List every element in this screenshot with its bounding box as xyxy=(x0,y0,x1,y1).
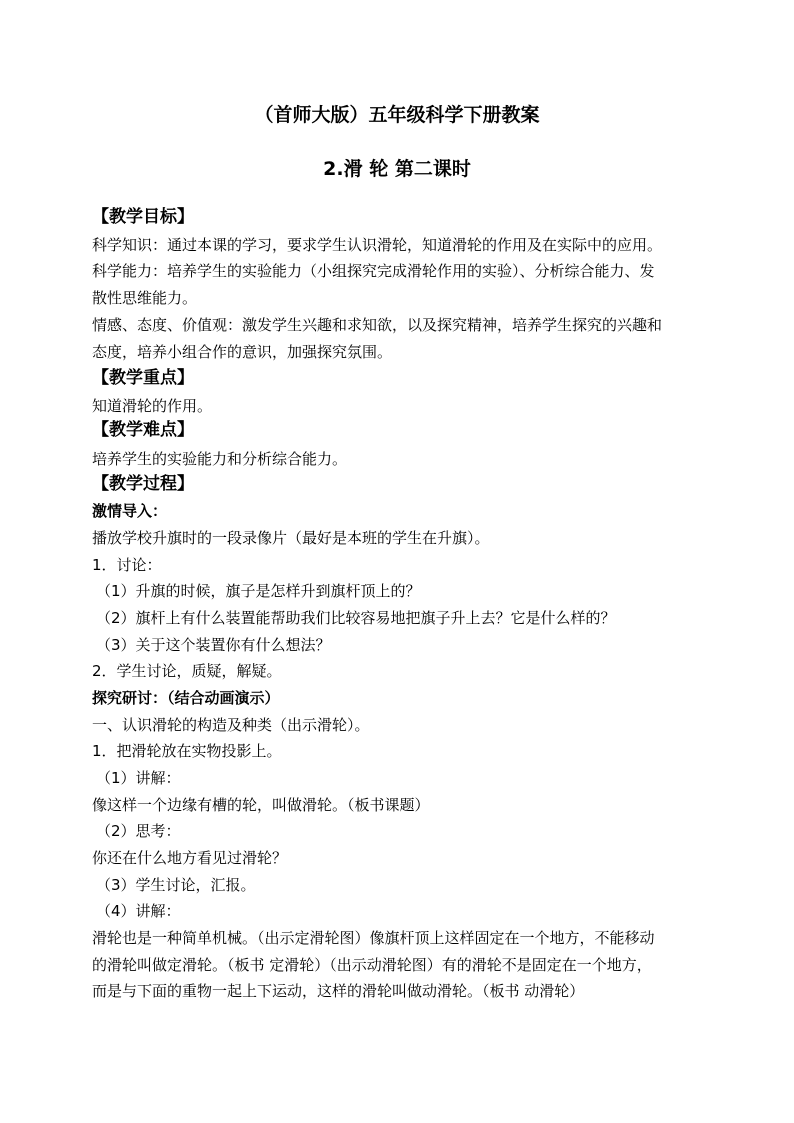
text-line: 2．学生讨论，质疑，解疑。 xyxy=(92,662,282,680)
text-line: 1．讨论： xyxy=(92,556,162,574)
subheading-inquiry: 探究研讨：（结合动画演示） xyxy=(92,689,280,707)
text-line: 而是与下面的重物一起上下运动，这样的滑轮叫做动滑轮。（板书 动滑轮） xyxy=(92,982,585,1000)
text-line: 你还在什么地方看见过滑轮？ xyxy=(92,849,288,867)
section-heading-objectives: 【教学目标】 xyxy=(92,207,194,227)
document-title: （首师大版）五年级科学下册教案 xyxy=(254,104,540,126)
lesson-subtitle: 2.滑 轮 第二课时 xyxy=(323,158,471,180)
text-line: 像这样一个边缘有槽的轮，叫做滑轮。（板书课题） xyxy=(92,796,430,814)
text-line: 一、认识滑轮的构造及种类（出示滑轮）。 xyxy=(92,716,370,734)
text-line: 情感、态度、价值观：激发学生兴趣和求知欲，以及探究精神，培养学生探究的兴趣和 xyxy=(92,316,663,334)
text-line: 播放学校升旗时的一段录像片（最好是本班的学生在升旗）。 xyxy=(92,529,490,547)
section-heading-key-points: 【教学重点】 xyxy=(92,368,194,388)
text-line: （3）关于这个装置你有什么想法？ xyxy=(96,636,331,654)
text-line: 培养学生的实验能力和分析综合能力。 xyxy=(92,450,348,468)
text-line: 知道滑轮的作用。 xyxy=(92,397,213,415)
text-line: （4）讲解： xyxy=(96,902,181,920)
text-line: 科学知识：通过本课的学习，要求学生认识滑轮，知道滑轮的作用及在实际中的应用。 xyxy=(92,236,663,254)
section-heading-difficulties: 【教学难点】 xyxy=(92,420,194,440)
text-line: （1）讲解： xyxy=(96,769,181,787)
text-line: 滑轮也是一种简单机械。（出示定滑轮图）像旗杆顶上这样固定在一个地方，不能移动 xyxy=(92,929,655,947)
text-line: （2）旗杆上有什么装置能帮助我们比较容易地把旗子升上去？它是什么样的？ xyxy=(96,609,616,627)
subheading-intro: 激情导入： xyxy=(92,502,168,520)
text-line: 散性思维能力。 xyxy=(92,289,198,307)
text-line: （3）学生讨论，汇报。 xyxy=(96,876,256,894)
text-line: 1．把滑轮放在实物投影上。 xyxy=(92,742,282,760)
text-line: 的滑轮叫做定滑轮。（板书 定滑轮）（出示动滑轮图）有的滑轮不是固定在一个地方， xyxy=(92,956,652,974)
text-line: 态度，培养小组合作的意识，加强探究氛围。 xyxy=(92,343,393,361)
text-line: 科学能力：培养学生的实验能力（小组探究完成滑轮作用的实验）、分析综合能力、发 xyxy=(92,262,655,280)
text-line: （2）思考： xyxy=(96,822,181,840)
text-line: （1）升旗的时候，旗子是怎样升到旗杆顶上的？ xyxy=(96,582,421,600)
section-heading-process: 【教学过程】 xyxy=(92,474,194,494)
